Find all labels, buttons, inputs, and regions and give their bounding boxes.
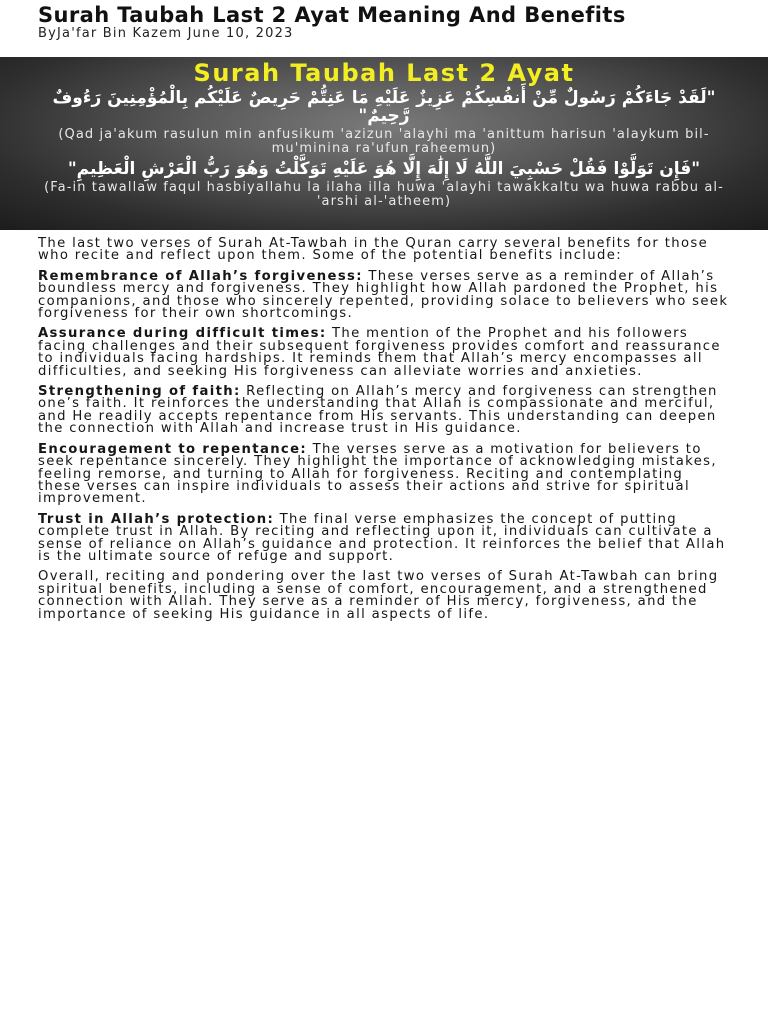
- benefit-paragraph: [38, 441, 730, 507]
- benefit-text: The mention of the Prophet and his followers facing challenges and their subsequent forgiveness provides comfort and reassurance to individuals facing hardships. It reminds them that Allah’s mercy encompasses all difficulties, and seeking His forgiveness can alleviate worries and anxieties.: [38, 326, 721, 379]
- article-body: [38, 238, 730, 629]
- benefit-heading: Encouragement to repentance:: [38, 441, 308, 457]
- benefit-heading: Remembrance of Allah’s forgiveness:: [38, 268, 363, 284]
- featured-image-banner: [0, 57, 768, 230]
- benefit-text: These verses serve as a reminder of Allah’s boundless mercy and forgiveness. They highlight how Allah pardoned the Prophet, his companions, and those who sincerely repented, providing solace to believers who seek forgiveness for their own shortcomings.: [38, 268, 729, 322]
- benefit-text: The verses serve as a motivation for believers to seek repentance sincerely. They highlight the importance of acknowledging mistakes, feeling remorse, and turning to Allah for forgiveness. Reciting and contemplating these verses can inspire individuals to assess their actions and strive for spiritual improvement.: [38, 441, 717, 507]
- conclusion-paragraph: Overall, reciting and pondering over the last two verses of Surah At-Tawbah can bring spiritual benefits, including a sense of comfort, encouragement, and a strengthened connection with Allah. They serve as a reminder of His mercy, forgiveness, and the importance of seeking His guidance in all aspects of life.: [38, 569, 719, 622]
- verse-2-arabic: "فَإِن تَوَلَّوْا فَقُلْ حَسْبِيَ اللَّهُ لَا إِلَٰهَ إِلَّا هُوَ عَلَيْهِ تَوَكَّلْتُ وَهُوَ رَبُّ الْعَرْشِ الْعَظِيمِ": [67, 159, 701, 179]
- banner-title: Surah Taubah Last 2 Ayat: [193, 59, 575, 87]
- benefit-paragraph: [38, 511, 730, 564]
- page-title: Surah Taubah Last 2 Ayat Meaning And Benefits: [38, 3, 626, 27]
- benefit-text: Reflecting on Allah’s mercy and forgiveness can strengthen one’s faith. It reinforces the understanding that Allah is compassionate and merciful, and He readily accepts repentance from His servants. This understanding can deepen the connection with Allah and increase trust in His guidance.: [38, 384, 718, 437]
- article-header: [0, 0, 768, 41]
- benefit-heading: Trust in Allah’s protection:: [38, 511, 275, 527]
- intro-paragraph: The last two verses of Surah At-Tawbah in the Quran carry several benefits for those who recite and reflect upon them. Some of the potential benefits include:: [38, 236, 709, 264]
- benefit-paragraph: [38, 328, 730, 378]
- benefit-paragraph: [38, 386, 730, 436]
- verse-2-transliteration: (Fa-in tawallaw faqul hasbiyallahu la ilaha illa huwa 'alayhi tawakkaltu wa huwa rabbu al-'arshi al-'atheem): [44, 180, 724, 209]
- benefit-text: The final verse emphasizes the concept of putting complete trust in Allah. By reciting and reflecting upon it, individuals can cultivate a sense of reliance on Allah’s guidance and protection. It reinforces the belief that Allah is the ultimate source of refuge and support.: [38, 511, 726, 564]
- verse-1-transliteration: (Qad ja'akum rasulun min anfusikum 'azizun 'alayhi ma 'anittum harisun 'alaykum bil-mu'minina ra'ufun raheemun): [58, 127, 710, 156]
- benefit-heading: Assurance during difficult times:: [38, 326, 327, 342]
- verse-1-arabic: "لَقَدْ جَاءَكُمْ رَسُولٌ مِّنْ أَنفُسِكُمْ عَزِيزٌ عَلَيْهِ مَا عَنِتُّمْ حَرِيصٌ عَلَيْكُم بِالْمُؤْمِنِينَ رَءُوفٌ رَّحِيمٌ": [52, 88, 716, 126]
- byline: ByJa'far Bin Kazem June 10, 2023: [38, 26, 294, 41]
- benefit-paragraph: [38, 268, 730, 322]
- benefit-heading: Strengthening of faith:: [38, 384, 241, 400]
